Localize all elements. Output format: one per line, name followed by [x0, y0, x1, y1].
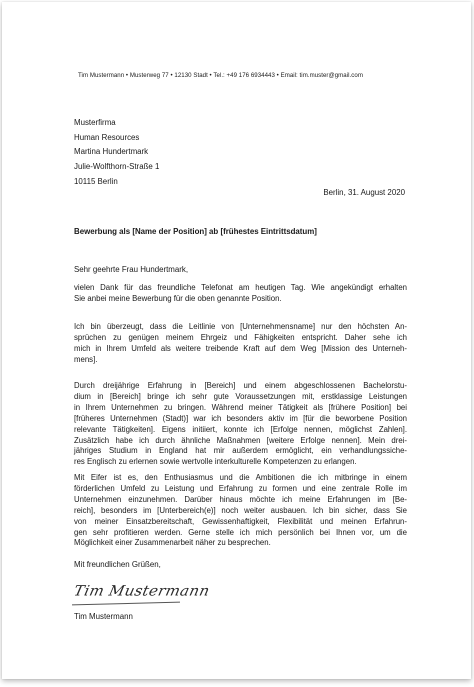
paragraph-line: Unternehmen einzunehmen. Darüber hinaus möchte ich meine Erfahrungen im [Be-: [74, 494, 407, 504]
paragraph-line: vielen Dank für das freundliche Telefonat am heutigen Tag. Wie angekündigt erhalten: [74, 283, 407, 292]
recipient-address: [74, 116, 159, 190]
letter-page: [2, 2, 471, 679]
closing-phrase: Mit freundlichen Grüßen,: [74, 560, 161, 569]
paragraph-line: mich in Ihrem Umfeld als weitere treibende Kraft auf dem Weg [Mission des Unterneh-: [74, 343, 407, 353]
paragraph-line: förderlichen Umfeld zu Leistung und Erfahrung zu formen und eine zentrale Rolle im: [74, 483, 407, 493]
paragraph-intro: [74, 283, 407, 305]
recipient-person: Martina Hundertmark: [74, 147, 149, 157]
recipient-company: Musterfirma: [74, 118, 116, 127]
handwritten-signature: Tim Mustermann: [72, 582, 212, 600]
paragraph-line: mens].: [74, 354, 98, 364]
paragraph-line: Durch dreijährige Erfahrung in [Bereich] und einem abgeschlossenen Bachelorstu-: [74, 381, 407, 390]
recipient-street: Julie-Wolfthorn-Straße 1: [74, 162, 160, 172]
signature-line: [72, 602, 180, 606]
paragraph-motivation: [74, 322, 407, 366]
recipient-city: 10115 Berlin: [74, 176, 118, 186]
paragraph-line: Zusätzlich habe ich durch ähnliche Maßnahmen [weitere Erfolge nennen]. Mein drei-: [74, 435, 407, 445]
paragraph-line: in Ihrem Unternehmen zu bringen. Während meiner Tätigkeit als [frühere Position] bei: [74, 402, 407, 412]
paragraph-line: Möglichkeit einer Zusammenarbeit näher zu besprechen.: [74, 538, 271, 548]
paragraph-line: Mit Eifer ist es, den Enthusiasmus und die Ambitionen die ich mitbringe in einem: [74, 473, 407, 482]
paragraph-line: gen sehr profitieren werden. Gerne stelle ich mich persönlich bei Ihnen vor, um die: [74, 527, 407, 537]
paragraph-line: reich], besonders im [Unterbereich(e)] noch weiter ausbauen. Ich bin sicher, dass Sie: [74, 505, 407, 515]
paragraph-line: [früheres Unternehmen (Stadt)] war ich besonders aktiv im [für die beworbene Position: [74, 413, 407, 423]
sender-name: Tim Mustermann: [74, 612, 133, 621]
paragraph-line: res Englisch zu erlernen sowie wertvolle interkulturelle Kompetenzen zu erlangen.: [74, 457, 357, 467]
paragraph-line: Sie anbei meine Bewerbung für die oben genannte Position.: [74, 293, 282, 303]
salutation: Sehr geehrte Frau Hundertmark,: [74, 265, 189, 274]
recipient-department: Human Resources: [74, 132, 140, 142]
letter-date: Berlin, 31. August 2020: [323, 188, 405, 197]
paragraph-line: relevante Tätigkeiten]. Eigens initiiert, konnte ich [Erfolge nennen, möglichst Zahlen].: [74, 424, 407, 434]
sender-line: Tim Mustermann • Musterweg 77 • 12130 Stadt • Tel.: +49 176 6934443 • Email: tim.muster@gmail.com: [78, 72, 363, 79]
paragraph-line: sprüchen zu genügen meinem Ehrgeiz und Fähigkeiten entspricht. Daher sehe ich: [74, 332, 407, 342]
paragraph-closing-argument: [74, 473, 407, 549]
paragraph-line: dium in [Bereich] bringe ich sehr gute Voraussetzungen mit, erstklassige Leistungen: [74, 391, 407, 401]
paragraph-line: von meiner Einsatzbereitschaft, Gewissenhaftigkeit, Flexibilität und meinen Erfahrun-: [74, 516, 407, 526]
paragraph-line: jähriges Studium in England hat mir außerdem ermöglicht, ein verhandlungssiche-: [74, 446, 407, 456]
letter-subject: Bewerbung als [Name der Position] ab [frühestes Eintrittsdatum]: [74, 227, 317, 236]
paragraph-experience: [74, 381, 407, 468]
paragraph-line: Ich bin überzeugt, dass die Leitlinie von [Unternehmensname] nur den höchsten An-: [74, 322, 407, 331]
